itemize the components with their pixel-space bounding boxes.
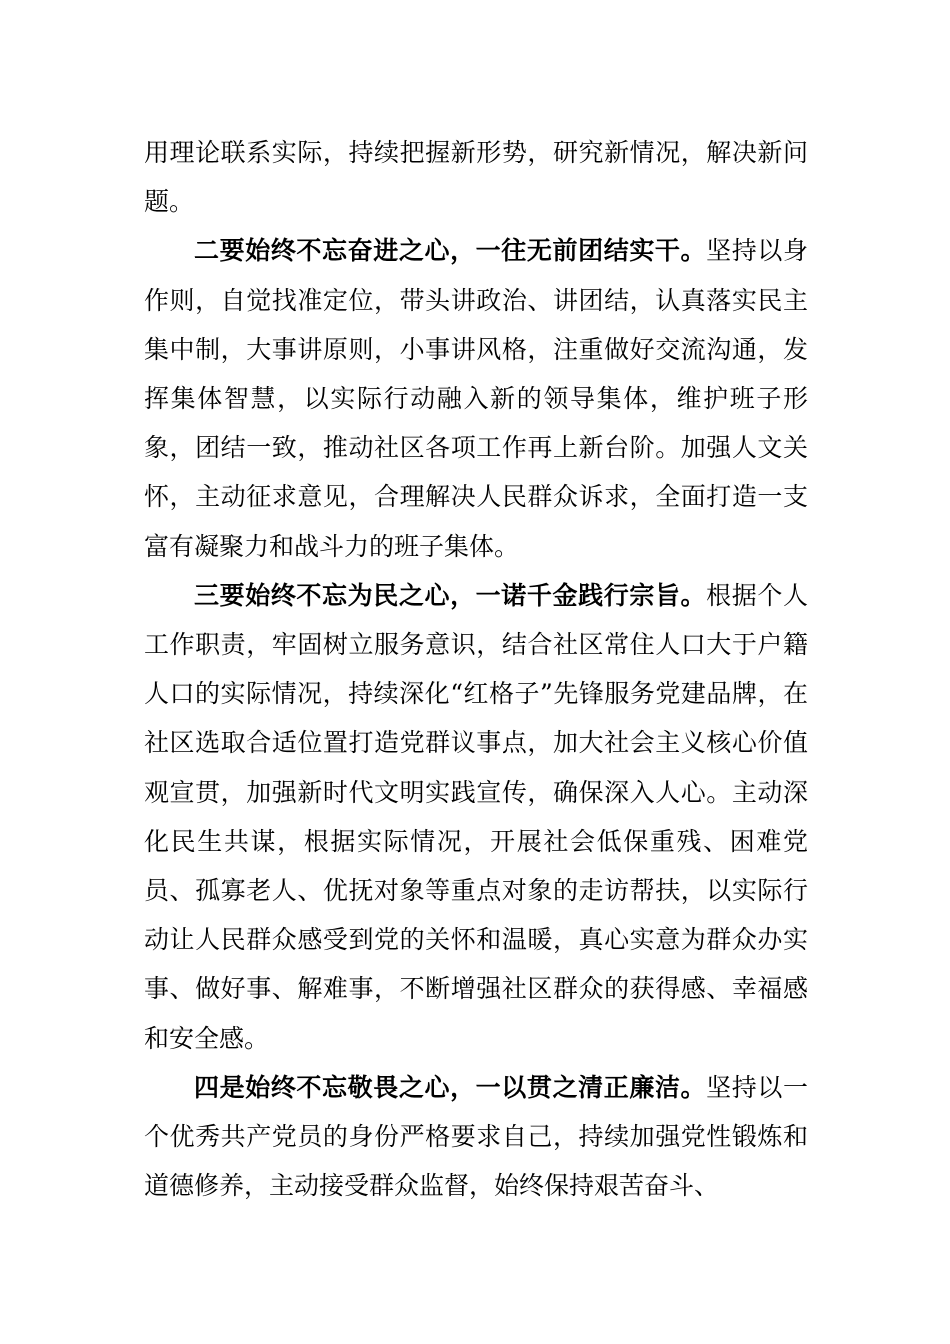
paragraph-2-lead: 二要始终不忘奋进之心，一往无前团结实干。 bbox=[194, 236, 707, 266]
paragraph-2-body: 坚持以身作则，自觉找准定位，带头讲政治、讲团结，认真落实民主集中制，大事讲原则，小事讲风格，注重做好交流沟通，发挥集体智慧，以实际行动融入新的领导集体，维护班子形象，团结一致，推动社区各项工作再上新台阶。加强人文关怀，主动征求意见，合理解决人民群众诉求，全面打造一支富有凝聚力和战斗力的班子集体。 bbox=[144, 236, 808, 561]
paragraph-4-lead: 四是始终不忘敬畏之心，一以贯之清正廉洁。 bbox=[194, 1072, 707, 1102]
paragraph-3 bbox=[144, 571, 808, 1063]
paragraph-3-lead: 三要始终不忘为民之心，一诺千金践行宗旨。 bbox=[194, 580, 707, 610]
paragraph-1 bbox=[144, 128, 808, 226]
paragraph-4-body: 坚持以一个优秀共产党员的身份严格要求自己，持续加强党性锻炼和道德修养，主动接受群众监督，始终保持艰苦奋斗、 bbox=[144, 1072, 808, 1201]
paragraph-3-body: 根据个人工作职责，牢固树立服务意识，结合社区常住人口大于户籍人口的实际情况，持续深化“红格子”先锋服务党建品牌，在社区选取合适位置打造党群议事点，加大社会主义核心价值观宣贯，加强新时代文明实践宣传，确保深入人心。主动深化民生共谋，根据实际情况，开展社会低保重残、困难党员、孤寡老人、优抚对象等重点对象的走访帮扶，以实际行动让人民群众感受到党的关怀和温暖，真心实意为群众办实事、做好事、解难事，不断增强社区群众的获得感、幸福感和安全感。 bbox=[144, 580, 808, 1053]
paragraph-2 bbox=[144, 226, 808, 570]
document-body bbox=[144, 128, 808, 1210]
paragraph-1-body: 用理论联系实际，持续把握新形势，研究新情况，解决新问题。 bbox=[144, 138, 808, 217]
paragraph-4 bbox=[144, 1063, 808, 1211]
